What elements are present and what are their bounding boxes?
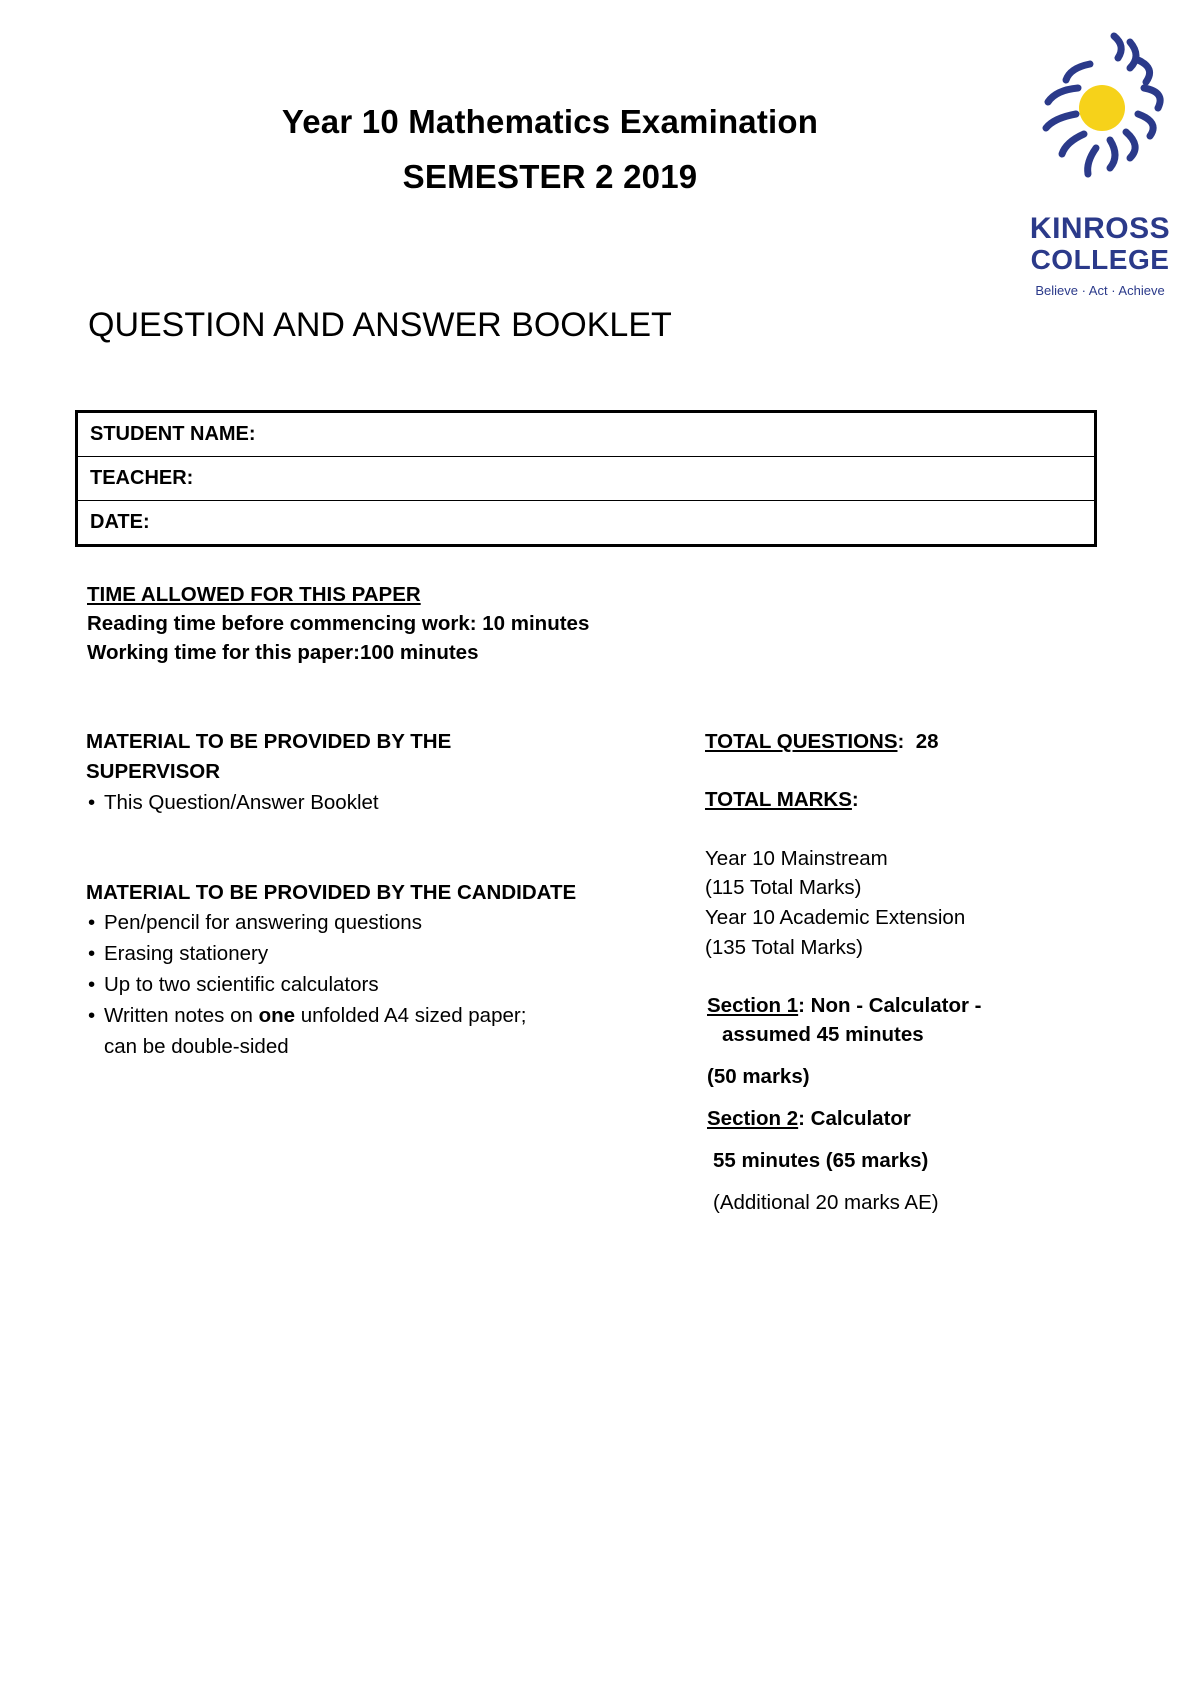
logo-stroke	[1062, 134, 1084, 154]
list-item	[86, 1000, 646, 1062]
total-marks-sep: :	[851, 788, 859, 811]
total-questions	[705, 727, 939, 757]
table-row	[77, 501, 1096, 546]
total-marks-label: TOTAL MARKS	[705, 788, 852, 811]
mainstream-marks: (115 Total Marks)	[705, 876, 862, 899]
section-2-text: : Calculator	[798, 1107, 911, 1130]
logo-stroke	[1110, 140, 1115, 168]
logo-stroke	[1048, 88, 1078, 102]
mainstream-label: Year 10 Mainstream	[705, 847, 888, 870]
reading-time: Reading time before commencing work: 10 minutes	[87, 612, 590, 635]
notes-text: Written notes on	[104, 1004, 259, 1027]
total-questions-sep: :	[897, 730, 905, 753]
supervisor-heading-line2: SUPERVISOR	[86, 760, 221, 783]
supervisor-list	[86, 787, 379, 818]
section-1-marks: (50 marks)	[707, 1065, 810, 1088]
section-1-time: assumed 45 minutes	[722, 1023, 924, 1046]
section-1-text: : Non - Calculator -	[798, 994, 982, 1017]
logo-name-line1: KINROSS	[1029, 212, 1171, 245]
table-row	[77, 412, 1096, 457]
logo-stroke	[1138, 60, 1150, 82]
notes-emphasis: one	[258, 1004, 296, 1027]
logo-stroke	[1126, 132, 1135, 158]
logo-stroke	[1114, 36, 1121, 58]
total-questions-label: TOTAL QUESTIONS	[705, 730, 898, 753]
total-questions-value: 28	[915, 730, 939, 753]
logo-stroke	[1130, 42, 1136, 68]
candidate-list	[86, 907, 646, 1062]
teacher-field[interactable]: TEACHER:	[77, 457, 1096, 501]
logo-name-line2: COLLEGE	[1030, 244, 1170, 275]
notes-text-after: unfolded A4 sized paper;	[295, 1004, 527, 1027]
notes-line2: can be double-sided	[104, 1035, 289, 1058]
logo-stroke	[1144, 88, 1160, 108]
section-2	[707, 1104, 911, 1134]
student-name-field[interactable]: STUDENT NAME:	[90, 423, 256, 445]
section-2-additional: (Additional 20 marks AE)	[713, 1191, 939, 1214]
logo-stroke	[1088, 148, 1096, 174]
section-2-time: 55 minutes (65 marks)	[713, 1149, 929, 1172]
section-1	[707, 991, 982, 1021]
list-item: • Pen/pencil for answering questions	[86, 907, 646, 938]
total-marks	[705, 785, 859, 815]
list-item: • This Question/Answer Booklet	[86, 787, 379, 818]
logo-stroke	[1138, 114, 1153, 136]
exam-semester: SEMESTER 2 2019	[402, 158, 698, 195]
student-info-table	[75, 410, 1097, 547]
section-1-label: Section 1	[707, 994, 799, 1017]
exam-title: Year 10 Mathematics Examination	[281, 103, 819, 140]
kinross-logo-icon	[1026, 28, 1176, 188]
extension-label: Year 10 Academic Extension	[705, 906, 966, 929]
logo-stroke	[1066, 64, 1090, 80]
extension-marks: (135 Total Marks)	[705, 936, 863, 959]
section-2-label: Section 2	[707, 1107, 799, 1130]
logo-motto: Believe · Act · Achieve	[1035, 283, 1165, 298]
table-row	[77, 457, 1096, 501]
working-time: Working time for this paper:100 minutes	[87, 641, 479, 664]
list-item: • Up to two scientific calculators	[86, 969, 646, 1000]
supervisor-heading-line1: MATERIAL TO BE PROVIDED BY THE	[86, 730, 452, 753]
logo-stroke	[1046, 114, 1076, 128]
candidate-heading: MATERIAL TO BE PROVIDED BY THE CANDIDATE	[86, 881, 577, 904]
logo-sun	[1079, 85, 1125, 131]
booklet-title: QUESTION AND ANSWER BOOKLET	[88, 306, 672, 344]
time-heading: TIME ALLOWED FOR THIS PAPER	[87, 583, 421, 606]
list-item: • Erasing stationery	[86, 938, 646, 969]
date-field[interactable]: DATE:	[77, 501, 1096, 546]
